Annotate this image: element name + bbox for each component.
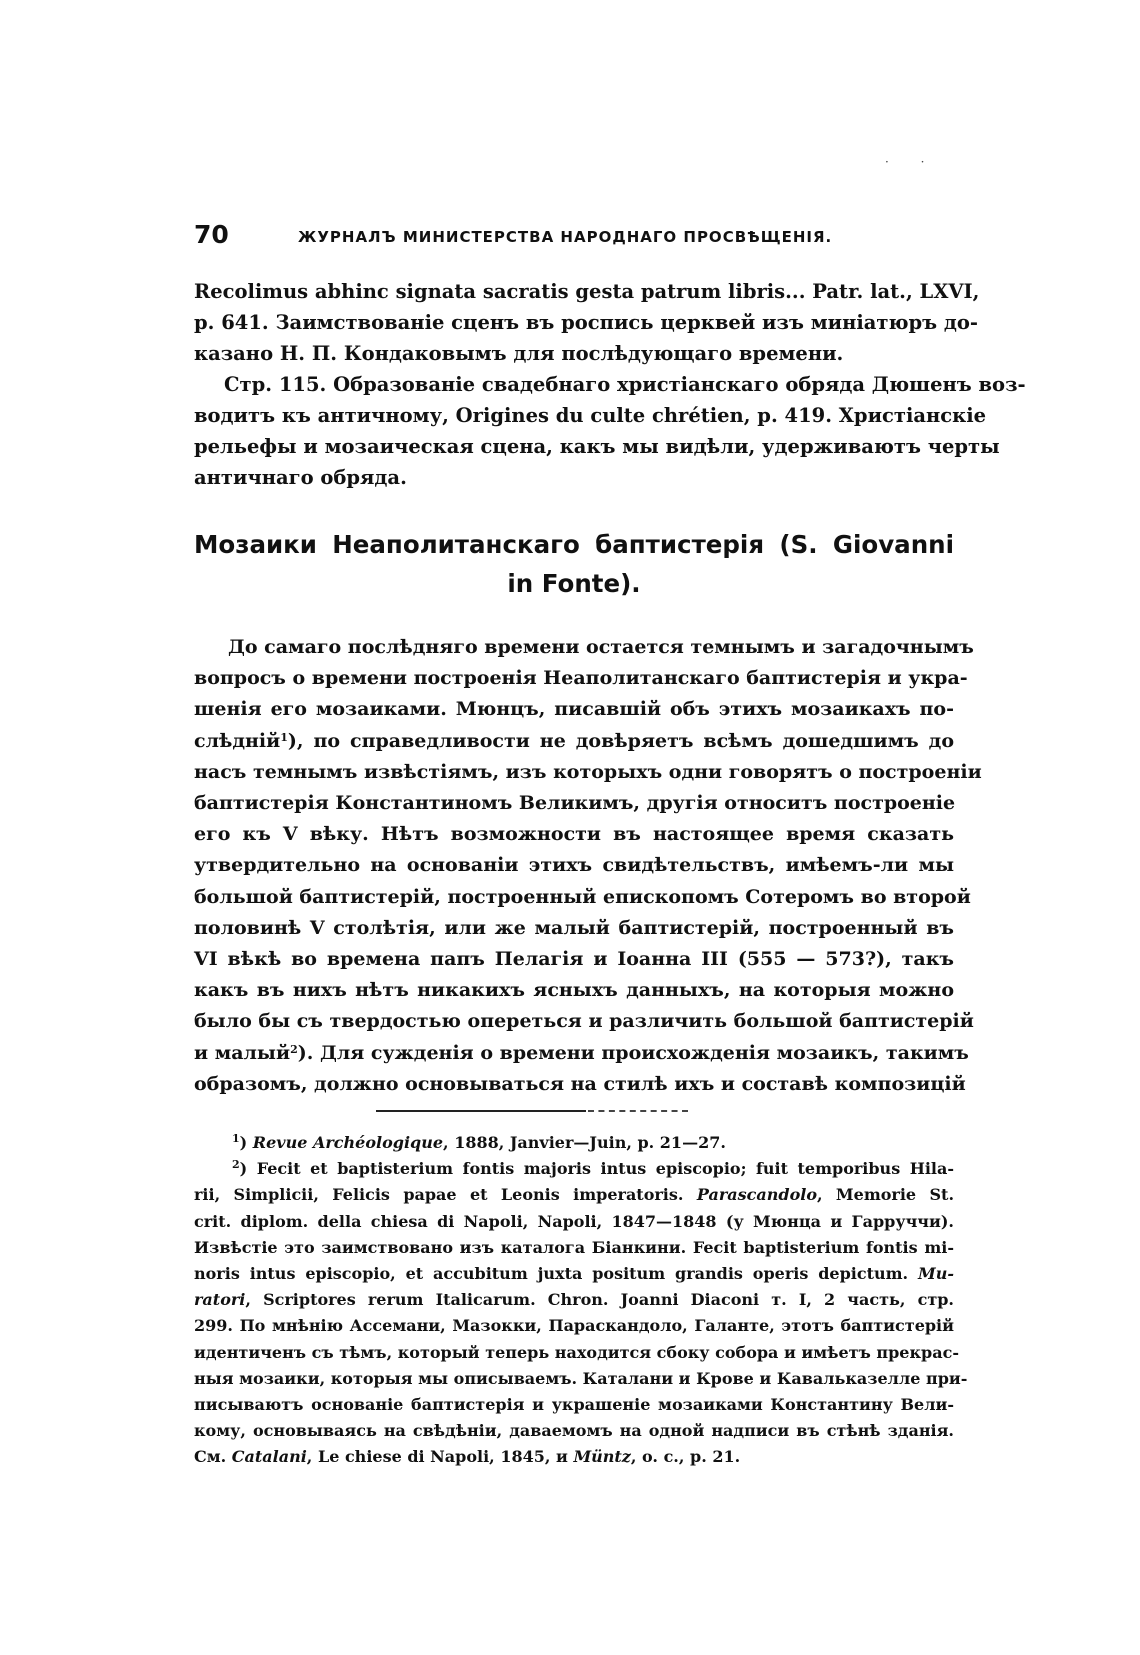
text-fragment: , Le chiese di Napoli, 1845, и (306, 1447, 568, 1467)
text-line: шенія его мозаиками. Мюнцъ, писавшій объ этихъ мозаикахъ по- (194, 698, 954, 721)
footnote-2-line (194, 1287, 954, 1313)
text-line: Recolimus abhinc signata sacratis gesta patrum libris... Patr. lat., LXVI, (194, 280, 980, 303)
text-line: водитъ къ античному, Origines du culte chrétien, p. 419. Христіанскіе (194, 404, 987, 427)
text-line: было бы съ твердостью опереться и различить большой баптистерій (194, 1010, 974, 1033)
body-paragraph (194, 632, 982, 1100)
text-fragment: ), по справедливости не довѣряетъ всѣмъ дошедшимъ до (287, 729, 954, 752)
footnote-rule-tail (588, 1110, 688, 1112)
footnote-2-line: идентиченъ съ тѣмъ, который теперь находится сбоку собора и имѣетъ прекрас- (194, 1342, 959, 1362)
text-line: его къ V вѣку. Нѣтъ возможности въ настоящее время сказать (194, 823, 954, 846)
footnote-2-line: кому, основываясь на свѣдѣніи, даваемомъ на одной надписи въ стѣнѣ зданія. (194, 1421, 954, 1441)
text-line: p. 641. Заимствованіе сценъ въ роспись церквей изъ миніатюръ до- (194, 311, 978, 334)
footnote-ref: 1 (280, 730, 288, 744)
text-fragment: noris intus episcopio, et accubitum juxta positum grandis operis depictum. (194, 1264, 909, 1284)
text-fragment: слѣдній (194, 729, 281, 752)
footnotes (194, 1130, 968, 1471)
author-name: Müntz (573, 1447, 631, 1467)
text-fragment: rii, Simplicii, Felicis papae et Leonis imperatoris. (194, 1185, 684, 1205)
text-line: насъ темнымъ извѣстіямъ, изъ которыхъ одни говорятъ о построеніи (194, 760, 982, 783)
text-line: большой баптистерій, построенный епископомъ Сотеромъ во второй (194, 885, 971, 908)
text-fragment: ). Для сужденія о времени происхожденія мозаикъ, такимъ (297, 1041, 969, 1064)
scan-specks: · · (885, 155, 939, 169)
footnote-ref: 2 (290, 1042, 298, 1056)
footnote-mark: 2 (232, 1158, 240, 1172)
text-fragment: , o. c., p. 21. (630, 1447, 741, 1467)
text-fragment: ) Fecit et baptisterium fontis majoris intus episcopio; fuit temporibus Hila- (239, 1159, 954, 1179)
footnote-2-line (194, 1156, 954, 1182)
text-line: баптистерія Константиномъ Великимъ, другія относитъ построеніе (194, 792, 956, 815)
footnote-2-line (194, 1261, 954, 1287)
section-heading (194, 525, 954, 603)
author-name: Parascandolo (696, 1185, 817, 1205)
author-name: ratori (194, 1290, 246, 1310)
text-line (194, 1038, 969, 1069)
text-line: вопросъ о времени построенія Неаполитанскаго баптистерія и укра- (194, 667, 968, 690)
text-line: какъ въ нихъ нѣтъ никакихъ ясныхъ данныхъ, на которыя можно (194, 979, 954, 1002)
journal-title: ЖУРНАЛЪ МИНИСТЕРСТВА НАРОДНАГО ПРОСВѢЩЕНІЯ. (298, 228, 833, 246)
footnote-2-line: Извѣстіе это заимствовано изъ каталога Біанкини. Fecit baptisterium fontis mi- (194, 1237, 954, 1257)
text-line: Стр. 115. Образованіе свадебнаго христіанскаго обряда Дюшенъ воз- (224, 373, 1026, 396)
text-line: До самаго послѣдняго времени остается темнымъ и загадочнымъ (228, 636, 974, 658)
footnote-1: $^1$) Revue Archéologique, 1888, Janvier—Juin, p. 21—27. (232, 1132, 726, 1152)
text-fragment: , 1888, Janvier—Juin, p. 21—27. (443, 1133, 726, 1152)
text-fragment: , Scriptores rerum Italicarum. Chron. Joanni Diaconi т. I, 2 часть, стр. (245, 1290, 954, 1310)
text-line: половинѣ V столѣтія, или же малый баптистерій, построенный въ (194, 916, 954, 939)
running-head (194, 220, 954, 254)
text-line: образомъ, должно основываться на стилѣ ихъ и составѣ композицій (194, 1072, 966, 1095)
intro-notes (194, 276, 1026, 493)
footnote-2-line (194, 1182, 954, 1208)
heading-line: in Fonte). (507, 569, 641, 598)
text-fragment: , Memorie St. (816, 1185, 955, 1205)
text-fragment: и малый (194, 1041, 291, 1064)
text-line (194, 726, 954, 757)
footnote-source: Revue Archéologique (252, 1133, 444, 1152)
text-fragment: См. (194, 1447, 227, 1467)
footnote-2-line: ныя мозаики, которыя мы описываемъ. Каталани и Крове и Кавальказелле при- (194, 1368, 968, 1388)
footnote-2-line (194, 1444, 954, 1470)
footnote-mark: 1 (232, 1132, 240, 1145)
author-name: Catalani (231, 1447, 307, 1467)
footnote-2-line: писываютъ основаніе баптистерія и украшеніе мозаиками Константину Вели- (194, 1395, 954, 1415)
text-line: античнаго обряда. (194, 466, 407, 489)
text-line: рельефы и мозаическая сцена, какъ мы видѣли, удерживаютъ черты (194, 435, 1000, 458)
text-line: казано Н. П. Кондаковымъ для послѣдующаго времени. (194, 342, 844, 365)
heading-line: Мозаики Неаполитанскаго баптистерія (S. Giovanni (194, 530, 954, 559)
page-number: 70 (194, 220, 229, 249)
text-line: утвердительно на основаніи этихъ свидѣтельствъ, имѣемъ-ли мы (194, 854, 954, 877)
author-name: Mu- (918, 1264, 954, 1284)
footnote-2-line: crit. diplom. della chiesa di Napoli, Napoli, 1847—1848 (у Мюнца и Гарруччи). (194, 1211, 954, 1231)
footnote-2-line: 299. По мнѣнію Ассемани, Мазокки, Параскандоло, Галанте, этотъ баптистерій (194, 1316, 954, 1336)
footnote-rule (376, 1110, 586, 1112)
text-line: VI вѣкѣ во времена папъ Пелагія и Іоанна III (555 — 573?), такъ (194, 948, 954, 971)
